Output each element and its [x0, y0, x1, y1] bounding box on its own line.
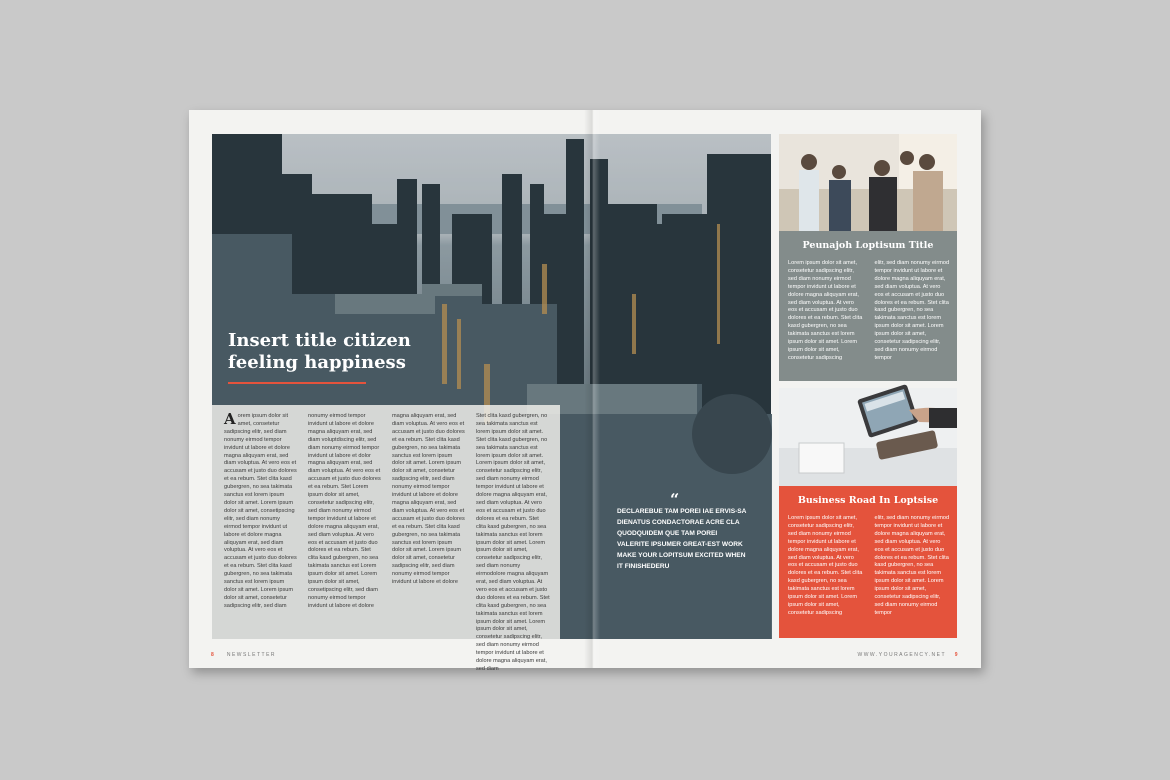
drop-cap: A: [224, 410, 236, 428]
left-page-number: 8: [211, 652, 216, 658]
article-column-3: magna aliquyam erat, sed diam voluptua. At vero eos et accusam et justo duo dolores et ea rebum. Stet clita kasd gubergren, no sea takimata sanctus est lorem ipsum dolor sit amet. Lorem ipsum dolor sit amet, consetetur sadipscing elitr, sed diam nonumy eirmod tempor invidunt ut labore et dolore magna aliquyam erat, sed diam voluptua. At vero eos et accusam et justo duo dolores et ea rebum. Stet clita kasd gubergren, no sea takimata sanctus est lorem ipsum dolor sit amet. Lorem ipsum dolor sit amet, consetetur sadipscing elitr, sed diam nonumy eirmod tempor invidunt ut labore et dolore: [392, 413, 465, 586]
accent-box-column-2: elitr, sed diam nonumy eirmod tempor invidunt ut labore et dolore magna aliquyam erat, sed diam voluptua. At vero eos et accusam et justo duo dolores et ea rebum. Stet clita kasd gubergren, no sea takimata sanctus est lorem ipsum dolor sit amet. Lorem ipsum dolor sit amet, consetetur sadipscing elitr, sed diam nonumy eirmod tempor: [874, 515, 950, 616]
article-column-1: [224, 410, 298, 674]
right-page-number: 9: [954, 652, 959, 658]
quote-mark-icon: “: [670, 490, 680, 509]
magazine-spread: [189, 110, 981, 672]
title-underline: [228, 382, 366, 384]
left-footer-label: NEWSLETTER: [226, 652, 277, 658]
article-column-1-text: orem ipsum dolor sit amet, consetetur sadipscing elitr, sed diam nonumy eirmod tempor invidunt ut labore et dolore magna aliquyam erat, sed diam voluptua. At vero eos et accusam et justo duo dolores et ea rebum. Stet clita kasd gubergren, no sea takimata sanctus est lorem ipsum dolor sit amet. Lorem ipsum dolor sit amet, consetipscing elitr, sed diam nonumy eirmod tempor invidunt ut labore et dolore magna aliquyam erat, sed diam voluptua. At vero eos et accusam et justo duo dolores et ea rebum. Stet clita kasd gubergren, no sea takimata sanctus est lorem ipsum dolor sit amet. Lorem ipsum dolor sit amet, consetetur sadipscing elitr, sed diam: [224, 413, 297, 609]
slate-box-title: Peunajoh Loptisum Title: [802, 240, 934, 251]
right-footer: [857, 652, 959, 658]
tablet-photo: [779, 388, 957, 486]
pull-quote: DECLAREBUE TAM POREI IAE ERVIS-SA DIENATUS CONDACTORAE ACRE CLA QUODQUIDEM QUE TAM POREI VALERITE IPSUMER GREAT-EST WORK MAKE YOUR LOPITSUM EXCITED WHEN IT FINISHEDERU: [617, 508, 747, 570]
hero-title: Insert title citizen feeling happiness: [228, 330, 411, 373]
page-fold: [584, 110, 600, 668]
right-footer-label: WWW.YOURAGENCY.NET: [857, 652, 947, 658]
accent-feature-box: [779, 486, 957, 638]
slate-feature-box: [779, 231, 957, 381]
accent-box-title: Business Road In Loptsise: [797, 495, 939, 506]
friends-photo: [779, 134, 957, 231]
slate-box-column-2: elitr, sed diam nonumy eirmod tempor invidunt ut labore et dolore magna aliquyam erat, sed diam voluptua. At vero eos et accusam et justo duo dolores et ea rebum. Stet clita kasd gubergren, no sea takimata sanctus est lorem ipsum dolor sit amet. Lorem ipsum dolor sit amet, consetetur sadipscing elitr, sed diam nonumy eirmod tempor: [874, 260, 950, 361]
article-column-4: Stet clita kasd gubergren, no sea takimata sanctus est lorem ipsum dolor sit amet. Stet clita kasd gubergren, no sea takimata sanctus est lorem ipsum dolor sit amet. Lorem ipsum dolor sit amet, consetetur sadipscing elitr, sed diam nonumy eirmod tempor invidunt ut labore et dolore magna aliquyam erat, sed diam voluptua. At vero eos et accusam et justo duo dolores et ea rebum. Stet clita kasd gubergren, no sea takimata sanctus est lorem ipsum dolor sit amet. Lorem ipsum dolor sit amet, consetetur sadipscing elitr, sed diam nonumy eirmodolore magna aliquyam erat, sed diam voluptua. At vero eos et accusam et justo duo dolores et ea rebum. Stet clita kasd gubergren, no sea takimata sanctus est lorem ipsum dolor sit amet. Lorem ipsum dolor sit amet, consetetur sadipscing elitr, sed diam nonumy eirmod tempor invidunt ut labore et dolore magna aliquyam erat, sed diam: [476, 413, 550, 672]
slate-box-column-1: Lorem ipsum dolor sit amet, consetetur sadipscing elitr, sed diam nonumy eirmod tempor invidunt ut labore et dolore magna aliquyam erat, sed diam voluptua. At vero eos et accusam et justo duo dolores et ea rebum. Stet clita kasd gubergren, no sea takimata sanctus est lorem ipsum dolor sit amet. Lorem ipsum dolor sit amet, consetetur sadipscing: [788, 260, 863, 361]
article-column-2: nonumy eirmod tempor invidunt ut labore et dolore magna aliquyam erat, sed diam voluptdiscing elitr, sed diam nonumy eirmod tempor invidunt ut labore et dolor magna aliquyam erat, sed diam voluptua. At vero eos et accusam et justo duo dolores et ea rebum. Stet Lorem ipsum dolor sit amet, consetetur sadipscing elitr, sed diam nonumy eirmod tempor invidunt ut labore et dolore magna aliquyam erat, sed diam voluptua. At vero eos et accusam et justo duo dolores et ea rebum. Stet clita kasd gubergren, no sea takimata sanctus est Lorem ipsum dolor sit amet. Lorem ipsum dolor sit amet, consetipscing elitr, sed diam nonumy eirmod tempor invidunt ut labore et dolore: [308, 413, 381, 609]
accent-box-column-1: Lorem ipsum dolor sit amet, consetetur sadipscing elitr, sed diam nonumy eirmod tempor invidunt ut labore et dolore magna aliquyam erat, sed diam voluptua. At vero eos et accusam et justo duo dolores et ea rebum. Stet clita kasd gubergren, no sea takimata sanctus est lorem ipsum dolor sit amet. Lorem ipsum dolor sit amet, consetetur sadipscing: [788, 515, 863, 616]
left-footer: [211, 652, 276, 658]
